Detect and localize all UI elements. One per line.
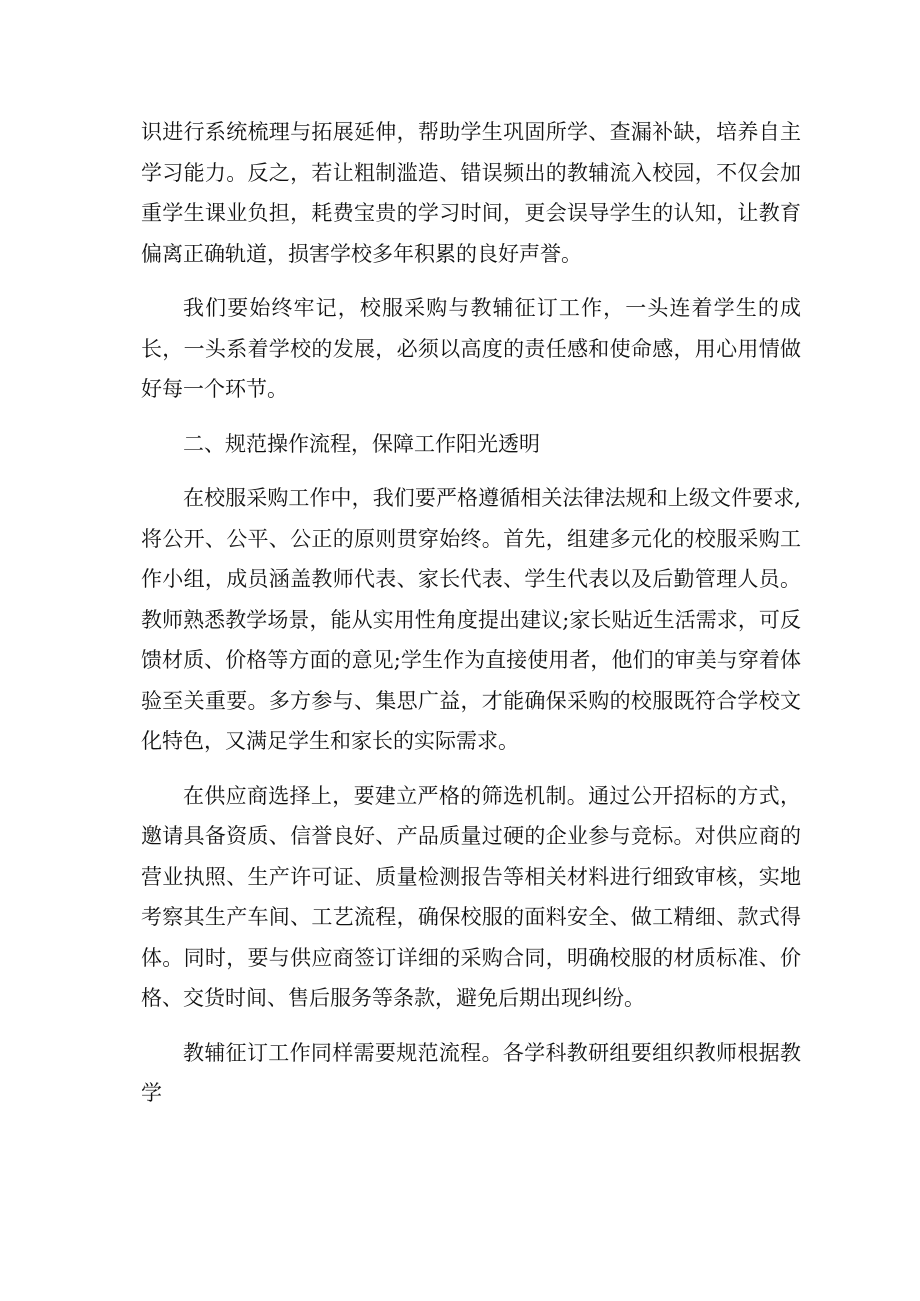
section-heading: 二、规范操作流程，保障工作阳光透明 bbox=[183, 431, 540, 456]
paragraph-2: 我们要始终牢记，校服采购与教辅征订工作，一头连着学生的成长，一头系着学校的发展，必须以高度的责任感和使命感，用心用情做好每一个环节。 bbox=[141, 296, 801, 401]
paragraph-1: 识进行系统梳理与拓展延伸，帮助学生巩固所学、查漏补缺，培养自主学习能力。反之，若让粗制滥造、错误频出的教辅流入校园，不仅会加重学生课业负担，耗费宝贵的学习时间，更会误导学生的认知，让教育偏离正确轨道，损害学校多年积累的良好声誉。 bbox=[141, 120, 801, 266]
paragraph-4: 在供应商选择上，要建立严格的筛选机制。通过公开招标的方式，邀请具备资质、信誉良好、产品质量过硬的企业参与竞标。对供应商的营业执照、生产许可证、质量检测报告等相关材料进行细致审核，实地考察其生产车间、工艺流程，确保校服的面料安全、做工精细、款式得体。同时，要与供应商签订详细的采购合同，明确校服的材质标准、价格、交货时间、售后服务等条款，避免后期出现纠纷。 bbox=[141, 783, 801, 1010]
paragraph-5: 教辅征订工作同样需要规范流程。各学科教研组要组织教师根据教学 bbox=[141, 1040, 801, 1105]
document-body bbox=[141, 112, 801, 1128]
paragraph-3: 在校服采购工作中，我们要严格遵循相关法律法规和上级文件要求,将公开、公平、公正的原则贯穿始终。首先，组建多元化的校服采购工作小组，成员涵盖教师代表、家长代表、学生代表以及后勤管理人员。教师熟悉教学场景，能从实用性角度提出建议;家长贴近生活需求，可反馈材质、价格等方面的意见;学生作为直接使用者，他们的审美与穿着体验至关重要。多方参与、集思广益，才能确保采购的校服既符合学校文化特色，又满足学生和家长的实际需求。 bbox=[141, 486, 801, 753]
